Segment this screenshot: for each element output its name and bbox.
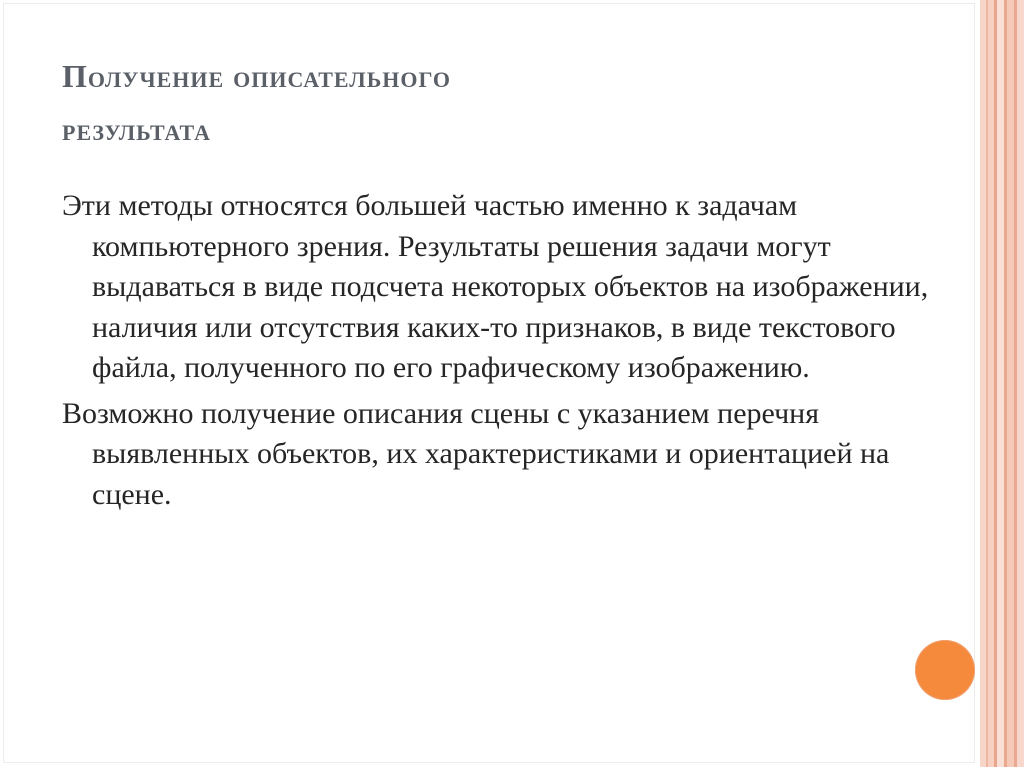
title-line: результата	[62, 111, 211, 147]
title-line: Получение описательного	[62, 58, 452, 94]
stripe	[997, 0, 1004, 767]
slide-title	[62, 50, 942, 156]
decorative-circle	[915, 640, 975, 700]
body-paragraph: Возможно получение описания сцены с указанием перечня выявленных объектов, их характеристиками и ориентацией на сцене.	[62, 396, 890, 511]
slide-body	[62, 186, 932, 520]
body-paragraph: Эти методы относятся большей частью именно к задачам компьютерного зрения. Результаты решения задачи могут выдаваться в виде подсчета некоторых объектов на изображении, наличия или отсутствия каких-то признаков, в виде текстового файла, полученного по его графическому изображению.	[62, 189, 929, 384]
stripe	[1017, 0, 1024, 767]
stripe	[1007, 0, 1014, 767]
decorative-stripes	[980, 0, 1024, 767]
